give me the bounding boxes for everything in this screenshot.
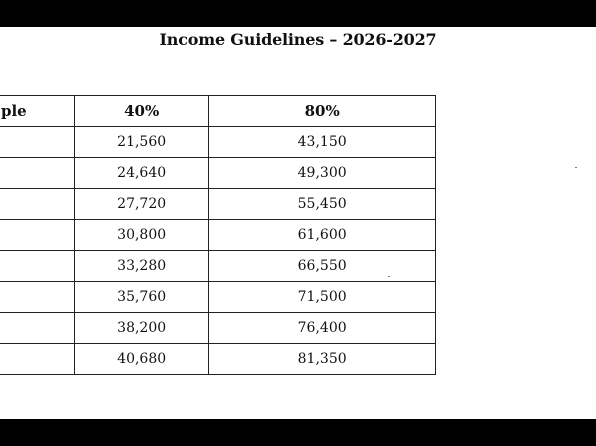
table-row: [0, 313, 436, 344]
cell-people: [0, 220, 75, 251]
header-people-label: ple: [1, 102, 27, 120]
table-row: [0, 220, 436, 251]
cell-people: [0, 282, 75, 313]
table-row: [0, 158, 436, 189]
header-80-percent: 80%: [209, 96, 436, 127]
cell-80-percent: 49,300: [209, 158, 436, 189]
income-guidelines-table: [0, 95, 436, 375]
cell-80-percent: 76,400: [209, 313, 436, 344]
cell-people: [0, 127, 75, 158]
table-header-row: [0, 96, 436, 127]
cell-40-percent: 24,640: [75, 158, 209, 189]
scan-speck: [575, 167, 577, 168]
cell-people: [0, 313, 75, 344]
scan-speck: [388, 276, 390, 277]
cell-40-percent: 33,280: [75, 251, 209, 282]
cell-40-percent: 35,760: [75, 282, 209, 313]
table-row: [0, 127, 436, 158]
header-people: [0, 96, 75, 127]
cell-40-percent: 38,200: [75, 313, 209, 344]
cell-80-percent: 81,350: [209, 344, 436, 375]
cell-people: [0, 251, 75, 282]
cell-40-percent: 40,680: [75, 344, 209, 375]
cell-80-percent: 43,150: [209, 127, 436, 158]
table-row: [0, 282, 436, 313]
document-title: Income Guidelines – 2026-2027: [159, 30, 437, 49]
cell-40-percent: 30,800: [75, 220, 209, 251]
cell-40-percent: 21,560: [75, 127, 209, 158]
cell-people: [0, 344, 75, 375]
document-page: [0, 27, 596, 419]
cell-80-percent: 55,450: [209, 189, 436, 220]
header-40-percent: 40%: [75, 96, 209, 127]
cell-80-percent: 66,550: [209, 251, 436, 282]
table-row: [0, 189, 436, 220]
cell-people: [0, 158, 75, 189]
cell-40-percent: 27,720: [75, 189, 209, 220]
table-row: [0, 251, 436, 282]
table-row: [0, 344, 436, 375]
cell-80-percent: 71,500: [209, 282, 436, 313]
cell-people: [0, 189, 75, 220]
cell-80-percent: 61,600: [209, 220, 436, 251]
